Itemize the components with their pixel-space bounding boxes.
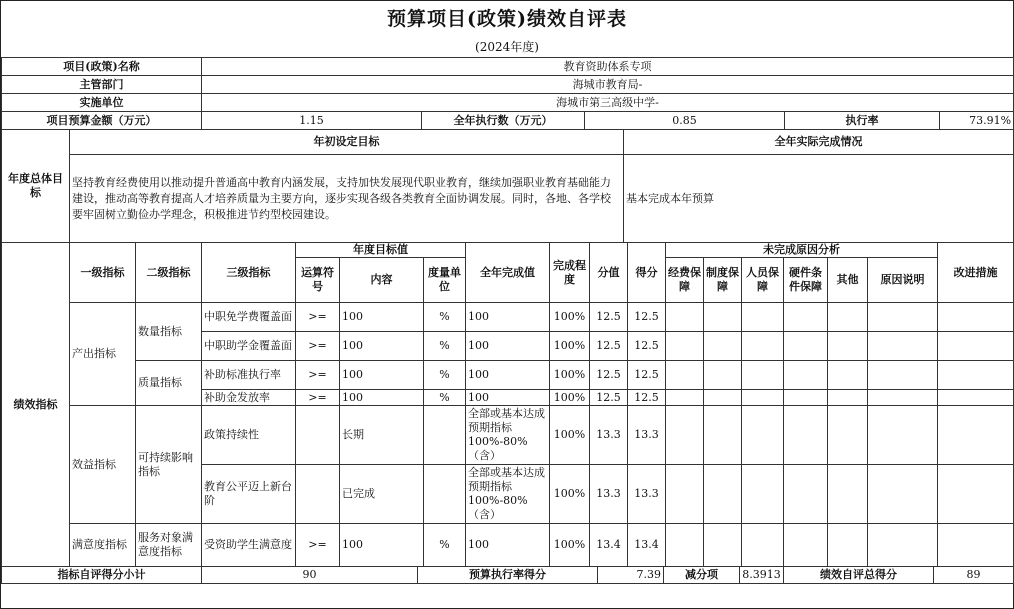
indicator-value: 13.3 [590, 406, 628, 465]
indicator-op: >= [296, 390, 340, 406]
goals-table [1, 129, 1014, 243]
indicator-op: >= [296, 361, 340, 390]
indicator-score: 12.5 [628, 303, 666, 332]
indicator-unit: % [424, 524, 466, 567]
indicator-done: 100 [466, 524, 550, 567]
deduct-value: 8.3913 [740, 567, 784, 584]
subtotal-value: 90 [202, 567, 418, 584]
dept-value: 海城市教育局- [202, 76, 1014, 94]
exec-score-value: 7.39 [598, 567, 664, 584]
col-content: 内容 [340, 258, 424, 303]
rate-label: 执行率 [785, 112, 940, 130]
indicator-score: 12.5 [628, 332, 666, 361]
col-r2: 制度保障 [704, 258, 742, 303]
indicator-done: 100 [466, 361, 550, 390]
group-sustain: 可持续影响指标 [136, 406, 202, 524]
indicator-content: 100 [340, 390, 424, 406]
actual-goal-header: 全年实际完成情况 [624, 130, 1014, 155]
indicator-degree: 100% [550, 303, 590, 332]
col-r3: 人员保障 [742, 258, 784, 303]
indicator-unit: % [424, 390, 466, 406]
indicator-op [296, 465, 340, 524]
indicator-done: 100 [466, 303, 550, 332]
indicator-name: 补助标准执行率 [202, 361, 296, 390]
page-title: 预算项目(政策)绩效自评表 [387, 8, 627, 30]
indicator-value: 13.3 [590, 465, 628, 524]
budget-value: 1.15 [202, 112, 422, 130]
col-op: 运算符号 [296, 258, 340, 303]
unit-label: 实施单位 [2, 94, 202, 112]
total-value: 89 [934, 567, 1014, 584]
group-benefit: 效益指标 [70, 406, 136, 524]
indicator-op: >= [296, 303, 340, 332]
col-unit: 度量单位 [424, 258, 466, 303]
project-name-label: 项目(政策)名称 [2, 58, 202, 76]
group-quantity: 数量指标 [136, 303, 202, 361]
table-row [2, 361, 1014, 390]
indicator-done: 全部或基本达成预期指标100%-80%（含） [466, 406, 550, 465]
indicator-degree: 100% [550, 390, 590, 406]
col-level1: 一级指标 [70, 243, 136, 303]
initial-goal-text: 坚持教育经费使用以推动提升普通高中教育内涵发展，支持加快发展现代职业教育，继续加强职业教育基础能力建设，推动高等教育提高人才培养质量为主要方向，逐步实现各级各类教育全面协调发展。同时，各地、各学校要牢固树立勤俭办学理念，积极推进节约型校园建设。 [70, 155, 624, 243]
exec-label: 全年执行数（万元） [422, 112, 585, 130]
subtotal-label: 指标自评得分小计 [2, 567, 202, 584]
indicator-value: 12.5 [590, 332, 628, 361]
group-satisfaction: 满意度指标 [70, 524, 136, 567]
group-output: 产出指标 [70, 303, 136, 406]
indicator-content: 100 [340, 524, 424, 567]
exec-score-label: 预算执行率得分 [418, 567, 598, 584]
indicator-done: 全部或基本达成预期指标100%-80%（含） [466, 465, 550, 524]
indicator-name: 中职免学费覆盖面 [202, 303, 296, 332]
rate-value: 73.91% [940, 112, 1014, 130]
indicator-score: 12.5 [628, 390, 666, 406]
indicator-done: 100 [466, 332, 550, 361]
group-service: 服务对象满意度指标 [136, 524, 202, 567]
indicator-name: 教育公平迈上新台阶 [202, 465, 296, 524]
indicator-unit: % [424, 332, 466, 361]
indicator-content: 100 [340, 361, 424, 390]
indicator-op [296, 406, 340, 465]
indicator-unit [424, 406, 466, 465]
col-r5: 其他 [828, 258, 868, 303]
info-table [1, 57, 1014, 130]
initial-goal-header: 年初设定目标 [70, 130, 624, 155]
col-done-value: 全年完成值 [466, 243, 550, 303]
indicator-degree: 100% [550, 406, 590, 465]
indicator-value: 13.4 [590, 524, 628, 567]
table-row [2, 406, 1014, 465]
indicator-value: 12.5 [590, 390, 628, 406]
deduct-label: 减分项 [664, 567, 740, 584]
footer-table [1, 566, 1014, 584]
col-improve: 改进措施 [938, 243, 1014, 303]
col-target: 年度目标值 [296, 243, 466, 258]
total-label: 绩效自评总得分 [784, 567, 934, 584]
actual-goal-text: 基本完成本年预算 [624, 155, 1014, 243]
indicator-op: >= [296, 524, 340, 567]
indicator-degree: 100% [550, 465, 590, 524]
col-r4: 硬件条件保障 [784, 258, 828, 303]
indicator-name: 受资助学生满意度 [202, 524, 296, 567]
perf-table [1, 242, 1014, 567]
indicator-value: 12.5 [590, 303, 628, 332]
indicator-content: 长期 [340, 406, 424, 465]
indicator-score: 13.3 [628, 465, 666, 524]
indicator-score: 13.4 [628, 524, 666, 567]
indicator-unit [424, 465, 466, 524]
col-degree: 完成程度 [550, 243, 590, 303]
indicator-score: 12.5 [628, 361, 666, 390]
table-row [2, 524, 1014, 567]
dept-label: 主管部门 [2, 76, 202, 94]
table-row [2, 303, 1014, 332]
col-level3: 三级指标 [202, 243, 296, 303]
goals-section-label: 年度总体目标 [2, 130, 70, 243]
indicator-name: 补助金发放率 [202, 390, 296, 406]
indicator-op: >= [296, 332, 340, 361]
col-level2: 二级指标 [136, 243, 202, 303]
col-reason: 未完成原因分析 [666, 243, 938, 258]
group-quality: 质量指标 [136, 361, 202, 406]
col-r6: 原因说明 [868, 258, 938, 303]
indicator-degree: 100% [550, 332, 590, 361]
exec-value: 0.85 [585, 112, 785, 130]
indicator-score: 13.3 [628, 406, 666, 465]
col-score-value: 分值 [590, 243, 628, 303]
indicator-unit: % [424, 361, 466, 390]
perf-section-label: 绩效指标 [2, 243, 70, 567]
indicator-name: 政策持续性 [202, 406, 296, 465]
indicator-name: 中职助学金覆盖面 [202, 332, 296, 361]
unit-value: 海城市第三高级中学- [202, 94, 1014, 112]
year-subtitle: (2024年度) [475, 40, 539, 54]
indicator-unit: % [424, 303, 466, 332]
budget-label: 项目预算金额（万元） [2, 112, 202, 130]
indicator-degree: 100% [550, 524, 590, 567]
project-name-value: 教育资助体系专项 [202, 58, 1014, 76]
indicator-value: 12.5 [590, 361, 628, 390]
indicator-done: 100 [466, 390, 550, 406]
col-r1: 经费保障 [666, 258, 704, 303]
col-score: 得分 [628, 243, 666, 303]
indicator-content: 100 [340, 332, 424, 361]
indicator-content: 100 [340, 303, 424, 332]
indicator-degree: 100% [550, 361, 590, 390]
indicator-content: 已完成 [340, 465, 424, 524]
